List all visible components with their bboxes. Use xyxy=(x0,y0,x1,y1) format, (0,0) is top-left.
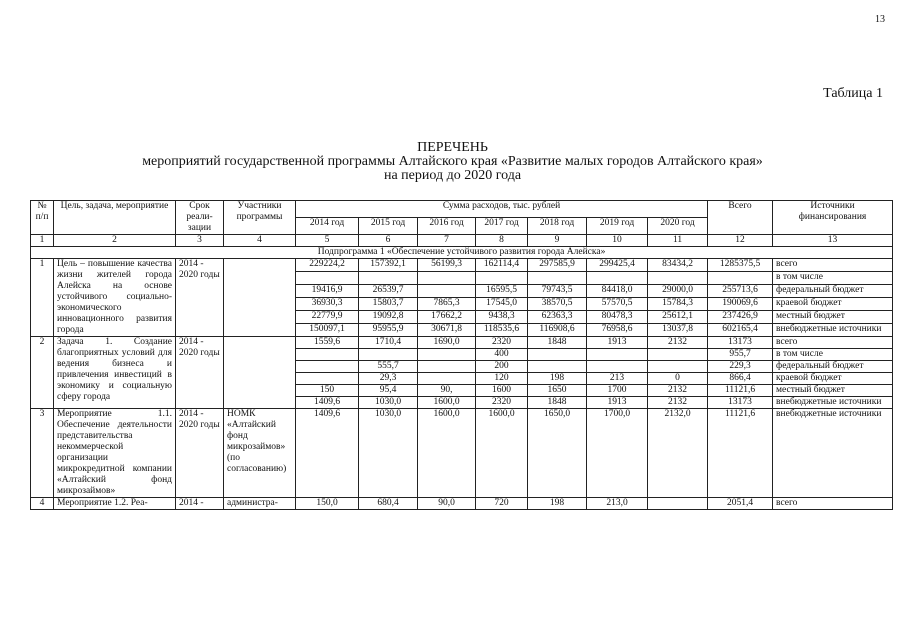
row-year-value: 25612,1 xyxy=(648,311,708,324)
row-number: 2 xyxy=(31,337,54,409)
row-participants: администра- xyxy=(224,498,296,510)
header-term: Срок реали-зации xyxy=(176,201,224,235)
table-row xyxy=(31,259,893,272)
row-goal: Задача 1. Создание благоприятных условий для ведения бизнеса и привлечения инвестиций в экономику и социальную сферу города xyxy=(54,337,176,409)
row-year-value: 297585,9 xyxy=(528,259,587,272)
row-total-value: 237426,9 xyxy=(708,311,773,324)
row-year-value: 57570,5 xyxy=(587,298,648,311)
row-year-value xyxy=(418,285,476,298)
row-year-value: 19092,8 xyxy=(359,311,418,324)
row-goal: Мероприятие 1.1. Обеспечение деятельности представительства некоммерческой организации микрокредитной компании «Алтайский фонд микрозаймов» xyxy=(54,409,176,498)
table-label: Таблица 1 xyxy=(823,86,883,101)
row-goal: Мероприятие 1.2. Реа- xyxy=(54,498,176,510)
header-2020: 2020 год xyxy=(648,218,708,235)
row-year-value xyxy=(296,349,359,361)
row-year-value: 116908,6 xyxy=(528,324,587,337)
row-year-value: 213,0 xyxy=(587,498,648,510)
row-funding-source: всего xyxy=(773,498,893,510)
row-year-value xyxy=(418,373,476,385)
row-term: 2014 - xyxy=(176,498,224,510)
row-year-value: 1710,4 xyxy=(359,337,418,349)
header-2014: 2014 год xyxy=(296,218,359,235)
row-funding-source: в том числе xyxy=(773,349,893,361)
row-year-value xyxy=(587,272,648,285)
row-year-value xyxy=(418,349,476,361)
document-title xyxy=(0,141,905,183)
row-total-value: 229,3 xyxy=(708,361,773,373)
row-year-value: 1600 xyxy=(476,385,528,397)
measures-table xyxy=(30,200,893,510)
subprogram-heading: Подпрограмма 1 «Обеспечение устойчивого развития города Алейска» xyxy=(31,247,893,259)
row-total-value: 11121,6 xyxy=(708,409,773,498)
row-year-value: 26539,7 xyxy=(359,285,418,298)
row-total-value: 602165,4 xyxy=(708,324,773,337)
row-year-value: 1700,0 xyxy=(587,409,648,498)
column-number: 9 xyxy=(528,235,587,247)
column-number: 5 xyxy=(296,235,359,247)
row-number: 3 xyxy=(31,409,54,498)
row-year-value: 2132 xyxy=(648,337,708,349)
row-year-value: 13037,8 xyxy=(648,324,708,337)
row-year-value: 95955,9 xyxy=(359,324,418,337)
row-year-value: 19416,9 xyxy=(296,285,359,298)
row-year-value: 200 xyxy=(476,361,528,373)
row-year-value: 15803,7 xyxy=(359,298,418,311)
column-number: 6 xyxy=(359,235,418,247)
row-year-value: 29,3 xyxy=(359,373,418,385)
row-year-value xyxy=(648,361,708,373)
row-year-value: 157392,1 xyxy=(359,259,418,272)
row-year-value xyxy=(587,349,648,361)
row-funding-source: всего xyxy=(773,259,893,272)
header-participants: Участники программы xyxy=(224,201,296,235)
row-year-value: 720 xyxy=(476,498,528,510)
title-line-2: мероприятий государственной программы Алтайского края «Развитие малых городов Алтайского края» xyxy=(142,154,763,169)
header-2018: 2018 год xyxy=(528,218,587,235)
page-number: 13 xyxy=(875,14,885,25)
row-year-value: 83434,2 xyxy=(648,259,708,272)
row-year-value: 1030,0 xyxy=(359,409,418,498)
row-funding-source: внебюджетные источники xyxy=(773,397,893,409)
row-year-value xyxy=(528,361,587,373)
row-year-value: 79743,5 xyxy=(528,285,587,298)
row-total-value: 955,7 xyxy=(708,349,773,361)
row-year-value xyxy=(359,272,418,285)
row-year-value xyxy=(528,349,587,361)
row-year-value: 38570,5 xyxy=(528,298,587,311)
table-row xyxy=(31,409,893,498)
row-year-value: 1409,6 xyxy=(296,397,359,409)
header-sources: Источники финансирования xyxy=(773,201,893,235)
column-number: 11 xyxy=(648,235,708,247)
row-year-value xyxy=(648,498,708,510)
row-year-value: 400 xyxy=(476,349,528,361)
title-line-1: ПЕРЕЧЕНЬ xyxy=(417,140,488,155)
row-funding-source: всего xyxy=(773,337,893,349)
row-year-value: 29000,0 xyxy=(648,285,708,298)
row-year-value: 150,0 xyxy=(296,498,359,510)
row-year-value: 1848 xyxy=(528,397,587,409)
row-funding-source: в том числе xyxy=(773,272,893,285)
row-year-value: 198 xyxy=(528,373,587,385)
row-total-value xyxy=(708,272,773,285)
row-year-value: 2132,0 xyxy=(648,409,708,498)
column-number: 4 xyxy=(224,235,296,247)
header-total: Всего xyxy=(708,201,773,235)
row-total-value: 255713,6 xyxy=(708,285,773,298)
row-year-value: 555,7 xyxy=(359,361,418,373)
row-total-value: 13173 xyxy=(708,337,773,349)
row-year-value: 150097,1 xyxy=(296,324,359,337)
row-year-value xyxy=(296,272,359,285)
row-funding-source: местный бюджет xyxy=(773,311,893,324)
row-year-value: 1600,0 xyxy=(418,409,476,498)
row-year-value xyxy=(648,349,708,361)
row-participants xyxy=(224,259,296,337)
table-row xyxy=(31,337,893,349)
row-year-value: 1409,6 xyxy=(296,409,359,498)
row-year-value: 84418,0 xyxy=(587,285,648,298)
row-participants: НОМК «Алтайский фонд микрозаймов» (по согласованию) xyxy=(224,409,296,498)
row-year-value: 1650,0 xyxy=(528,409,587,498)
row-year-value: 17662,2 xyxy=(418,311,476,324)
column-number: 8 xyxy=(476,235,528,247)
row-year-value: 95,4 xyxy=(359,385,418,397)
row-year-value: 90,0 xyxy=(418,498,476,510)
row-year-value: 162114,4 xyxy=(476,259,528,272)
row-year-value: 36930,3 xyxy=(296,298,359,311)
row-year-value: 1913 xyxy=(587,397,648,409)
column-number: 1 xyxy=(31,235,54,247)
row-number: 1 xyxy=(31,259,54,337)
row-year-value xyxy=(296,373,359,385)
row-year-value: 62363,3 xyxy=(528,311,587,324)
row-year-value: 150 xyxy=(296,385,359,397)
header-2017: 2017 год xyxy=(476,218,528,235)
row-total-value: 13173 xyxy=(708,397,773,409)
row-year-value: 2320 xyxy=(476,397,528,409)
row-year-value: 1650 xyxy=(528,385,587,397)
row-year-value: 1600,0 xyxy=(418,397,476,409)
row-year-value: 90, xyxy=(418,385,476,397)
row-year-value: 1913 xyxy=(587,337,648,349)
row-year-value: 7865,3 xyxy=(418,298,476,311)
row-year-value xyxy=(587,361,648,373)
row-year-value: 22779,9 xyxy=(296,311,359,324)
row-participants xyxy=(224,337,296,409)
row-year-value: 80478,3 xyxy=(587,311,648,324)
row-term: 2014 - 2020 годы xyxy=(176,409,224,498)
row-year-value: 120 xyxy=(476,373,528,385)
row-year-value: 1848 xyxy=(528,337,587,349)
header-no: № п/п xyxy=(31,201,54,235)
row-year-value: 2320 xyxy=(476,337,528,349)
row-year-value xyxy=(528,272,587,285)
row-year-value: 213 xyxy=(587,373,648,385)
header-sum: Сумма расходов, тыс. рублей xyxy=(296,201,708,218)
row-year-value: 299425,4 xyxy=(587,259,648,272)
row-number: 4 xyxy=(31,498,54,510)
column-number: 2 xyxy=(54,235,176,247)
header-goal: Цель, задача, мероприятие xyxy=(54,201,176,235)
row-goal: Цель – повышение качества жизни жителей города Алейска на основе устойчивого социально-экономического инновационного развития города xyxy=(54,259,176,337)
row-funding-source: федеральный бюджет xyxy=(773,361,893,373)
row-funding-source: краевой бюджет xyxy=(773,298,893,311)
row-funding-source: внебюджетные источники xyxy=(773,409,893,498)
header-2016: 2016 год xyxy=(418,218,476,235)
row-year-value: 1690,0 xyxy=(418,337,476,349)
row-year-value xyxy=(476,272,528,285)
header-2019: 2019 год xyxy=(587,218,648,235)
column-number: 12 xyxy=(708,235,773,247)
row-year-value: 2132 xyxy=(648,397,708,409)
row-year-value: 76958,6 xyxy=(587,324,648,337)
row-year-value xyxy=(296,361,359,373)
row-year-value: 30671,8 xyxy=(418,324,476,337)
column-number: 3 xyxy=(176,235,224,247)
column-number: 10 xyxy=(587,235,648,247)
row-funding-source: внебюджетные источники xyxy=(773,324,893,337)
row-funding-source: федеральный бюджет xyxy=(773,285,893,298)
row-term: 2014 - 2020 годы xyxy=(176,259,224,337)
row-year-value: 680,4 xyxy=(359,498,418,510)
row-total-value: 11121,6 xyxy=(708,385,773,397)
row-year-value xyxy=(359,349,418,361)
row-year-value: 9438,3 xyxy=(476,311,528,324)
row-term: 2014 - 2020 годы xyxy=(176,337,224,409)
row-year-value: 118535,6 xyxy=(476,324,528,337)
row-year-value: 16595,5 xyxy=(476,285,528,298)
row-year-value: 1559,6 xyxy=(296,337,359,349)
row-total-value: 866,4 xyxy=(708,373,773,385)
row-year-value: 1700 xyxy=(587,385,648,397)
column-number: 7 xyxy=(418,235,476,247)
row-year-value: 1030,0 xyxy=(359,397,418,409)
table-row xyxy=(31,498,893,510)
title-line-3: на период до 2020 года xyxy=(383,168,522,183)
header-2015: 2015 год xyxy=(359,218,418,235)
row-year-value: 2132 xyxy=(648,385,708,397)
row-year-value xyxy=(648,272,708,285)
row-year-value xyxy=(418,272,476,285)
row-year-value: 1600,0 xyxy=(476,409,528,498)
row-total-value: 2051,4 xyxy=(708,498,773,510)
row-total-value: 190069,6 xyxy=(708,298,773,311)
row-year-value: 17545,0 xyxy=(476,298,528,311)
row-total-value: 1285375,5 xyxy=(708,259,773,272)
row-year-value xyxy=(418,361,476,373)
row-year-value: 198 xyxy=(528,498,587,510)
row-funding-source: местный бюджет xyxy=(773,385,893,397)
row-year-value: 229224,2 xyxy=(296,259,359,272)
row-funding-source: краевой бюджет xyxy=(773,373,893,385)
row-year-value: 56199,3 xyxy=(418,259,476,272)
column-number: 13 xyxy=(773,235,893,247)
row-year-value: 0 xyxy=(648,373,708,385)
row-year-value: 15784,3 xyxy=(648,298,708,311)
table-body xyxy=(31,259,893,510)
